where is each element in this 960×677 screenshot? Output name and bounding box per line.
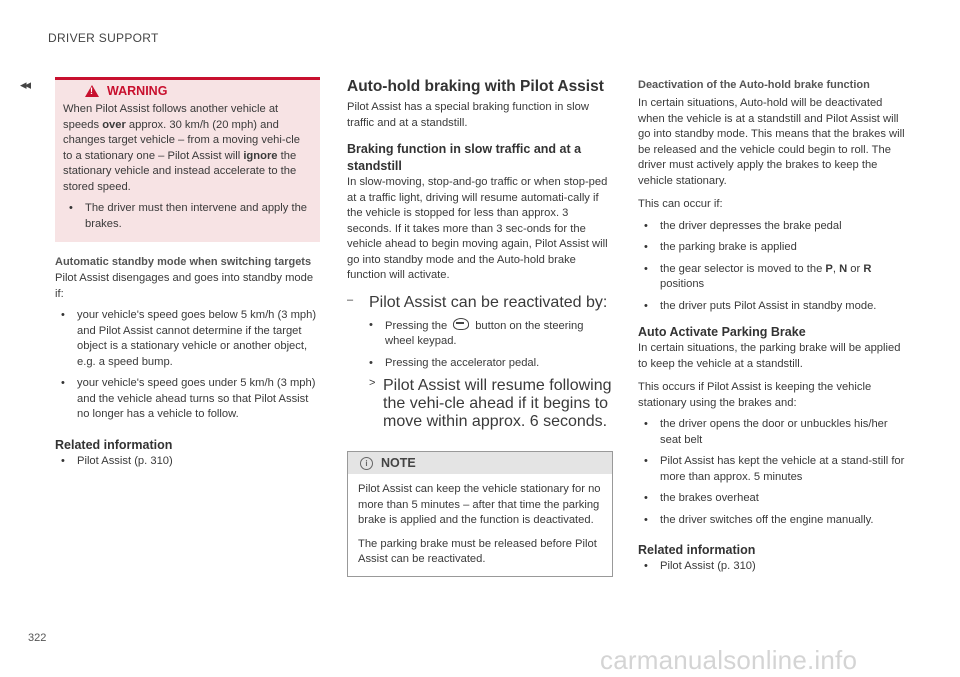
list-item: • Pressing the button on the steering wheel keypad. bbox=[369, 318, 613, 350]
steering-wheel-icon bbox=[453, 318, 469, 330]
deactivation-heading: Deactivation of the Auto-hold brake function bbox=[638, 79, 870, 91]
sub-heading: Braking function in slow traffic and at a standstill bbox=[347, 142, 582, 173]
list-item: • Pressing the accelerator pedal. bbox=[369, 356, 613, 372]
related-link[interactable]: • Pilot Assist (p. 310) bbox=[638, 559, 908, 575]
parking-heading: Auto Activate Parking Brake bbox=[638, 325, 806, 339]
note-title: NOTE bbox=[381, 456, 416, 470]
body-text: In slow-moving, stop-and-go traffic or when stop-ped at a traffic light, driving will resume automati-cally if the vehicle is stopped for less than approx. 3 seconds. If it takes more than 3 sec-onds for the vehicle ahead to begin moving again, Pilot Assist will go into standby mode and the Auto-hold brake function will activate. bbox=[347, 176, 608, 281]
list-item: • the driver opens the door or unbuckles his/her seat belt bbox=[638, 417, 908, 448]
standby-heading: Automatic standby mode when switching targets bbox=[55, 256, 312, 268]
continued-marker: ◂◂ bbox=[20, 77, 30, 92]
warning-box bbox=[55, 77, 320, 242]
list-item: • the brakes overheat bbox=[638, 491, 908, 507]
list-item: • the driver depresses the brake pedal bbox=[638, 219, 908, 235]
result-item: > Pilot Assist will resume following the vehi-cle ahead if it begins to move within approx. 6 seconds. bbox=[369, 377, 612, 430]
watermark-text: carmanualsonline.info bbox=[600, 645, 858, 675]
related-heading: Related information bbox=[638, 543, 756, 557]
parking-text: In certain situations, the parking brake will be applied to keep the vehicle at a standstill. bbox=[638, 342, 901, 370]
dash-item: – Pilot Assist can be reactivated by: bbox=[347, 294, 613, 312]
list-item: • the driver puts Pilot Assist in standby mode. bbox=[638, 299, 908, 315]
note-text: The parking brake must be released before Pilot Assist can be reactivated. bbox=[358, 537, 597, 565]
page-title: Auto-hold braking with Pilot Assist bbox=[347, 78, 604, 95]
info-icon: i bbox=[360, 457, 373, 470]
note-box bbox=[347, 451, 613, 577]
list-item: • your vehicle's speed goes under 5 km/h (3 mph) and the vehicle ahead turns so that Pilot Assist no longer has a vehicle to follow. bbox=[55, 376, 320, 423]
parking-occurs-text: This occurs if Pilot Assist is keeping the vehicle stationary using the brakes and: bbox=[638, 381, 872, 409]
page-number: 322 bbox=[28, 632, 47, 644]
column-middle bbox=[347, 77, 613, 577]
note-header bbox=[348, 452, 612, 474]
note-text: Pilot Assist can keep the vehicle stationary for no more than 5 minutes – after that time the parking brake is applied and the function is deactivated. bbox=[358, 483, 601, 526]
column-left bbox=[55, 77, 320, 469]
column-right bbox=[638, 77, 908, 575]
list-item: • the driver switches off the engine manually. bbox=[638, 513, 908, 529]
warning-header bbox=[63, 80, 312, 102]
warning-text: When Pilot Assist follows another vehicle at speeds over approx. 30 km/h (20 mph) and changes target vehicle – from a moving vehi-cle to a stationary one – Pilot Assist will ignore the stationary vehicle and instead accelerate to the stored speed. bbox=[63, 103, 300, 193]
list-item: • your vehicle's speed goes below 5 km/h (3 mph) and Pilot Assist cannot determine if the target object is a stationary vehicle or another object, e.g. a speed bump. bbox=[55, 308, 320, 370]
deactivation-text: In certain situations, Auto-hold will be deactivated when the vehicle is at a standstill and Pilot Assist will go into standby mode. This means that the brakes will be released and the vehicle could begin to roll. The driver must actively apply the brakes to keep the vehicle stationary. bbox=[638, 97, 905, 187]
related-heading: Related information bbox=[55, 437, 173, 452]
warning-triangle-icon: ! bbox=[85, 85, 99, 97]
section-header: DRIVER SUPPORT bbox=[48, 31, 159, 45]
warning-bullet: • The driver must then intervene and apply the brakes. bbox=[63, 201, 312, 232]
list-item: • the parking brake is applied bbox=[638, 240, 908, 256]
warning-title: WARNING bbox=[107, 84, 168, 98]
intro-text: Pilot Assist has a special braking function in slow traffic and at a standstill. bbox=[347, 101, 589, 129]
occur-text: This can occur if: bbox=[638, 198, 723, 210]
standby-intro: Pilot Assist disengages and goes into standby mode if: bbox=[55, 272, 314, 300]
result-marker: > bbox=[369, 377, 376, 389]
list-item: • the gear selector is moved to the P, N or R positions bbox=[638, 262, 908, 293]
related-link[interactable]: • Pilot Assist (p. 310) bbox=[55, 454, 320, 470]
list-item: • Pilot Assist has kept the vehicle at a stand-still for more than approx. 5 minutes bbox=[638, 454, 908, 485]
